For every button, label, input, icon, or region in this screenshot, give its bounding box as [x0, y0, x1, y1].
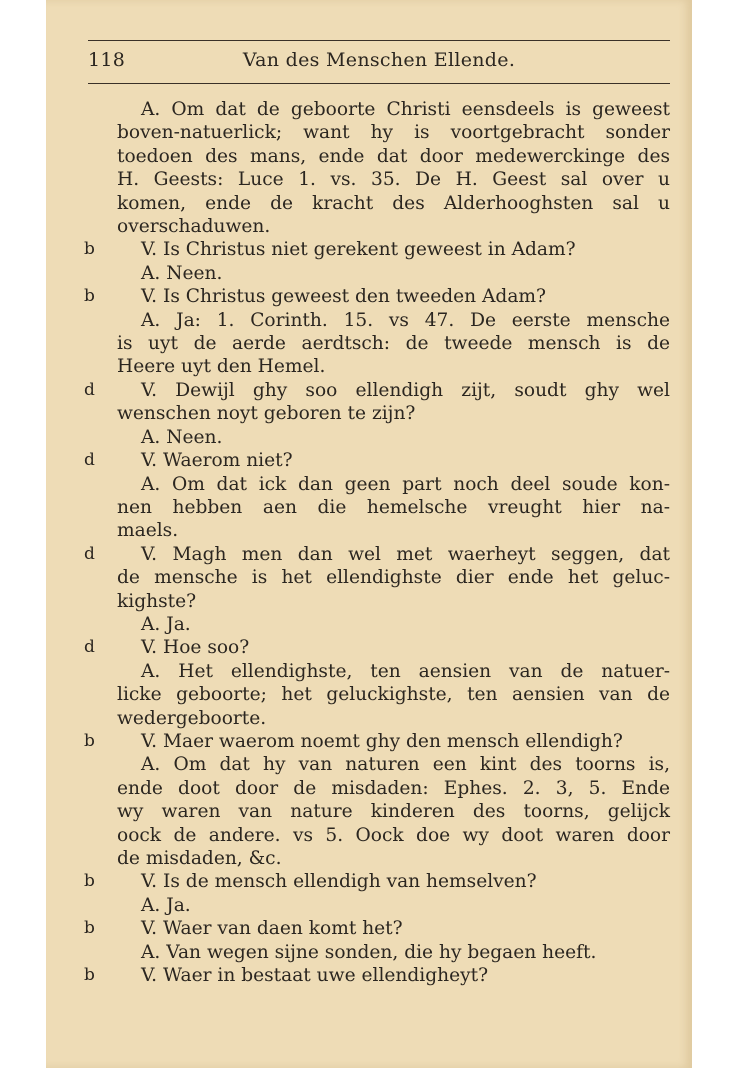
text-line: wenschen noyt geboren te zijn? [117, 403, 416, 425]
text-line: ende doot door de misdaden: Ephes. 2. 3, 5. Ende [117, 777, 670, 799]
text-line: A. Neen. [141, 262, 223, 284]
question-paragraph [80, 917, 670, 940]
question-paragraph [80, 964, 670, 987]
text-line: komen, ende de kracht des Alderhooghsten sal u [117, 192, 670, 214]
text-line: A. Om dat hy van naturen een kint des toorns is, [141, 754, 670, 776]
text-line: V. Dewijl ghy soo ellendigh zijt, soudt ghy wel [141, 379, 670, 401]
margin-marker: d [84, 637, 95, 658]
text-line: A. Het ellendighste, ten aensien van de natuer- [141, 660, 670, 682]
text-line: V. Waerom niet? [141, 450, 293, 472]
answer-paragraph [80, 473, 670, 543]
text-line: A. Om dat de geboorte Christi eensdeels is geweest [141, 99, 670, 120]
text-line: maels. [117, 520, 179, 542]
text-line: nen hebben aen die hemelsche vreught hier na- [117, 496, 670, 518]
answer-paragraph [80, 894, 670, 917]
header-rule-top [88, 40, 670, 41]
text-line: A. Ja: 1. Corinth. 15. vs 47. De eerste mensche [141, 309, 670, 331]
text-line: licke geboorte; het geluckighste, ten aensien van de [117, 684, 670, 706]
text-line: V. Magh men dan wel met waerheyt seggen, dat [141, 543, 670, 565]
running-title: Van des Menschen Ellende. [242, 49, 516, 71]
header-rule-bottom [88, 83, 670, 84]
question-paragraph [80, 870, 670, 893]
text-line: A. Om dat ick dan geen part noch deel soude kon- [141, 473, 670, 495]
text-line: A. Ja. [141, 613, 191, 635]
question-paragraph [80, 238, 670, 261]
answer-paragraph [80, 98, 670, 238]
margin-marker: b [84, 965, 95, 986]
margin-marker: b [84, 239, 95, 260]
text-line: V. Hoe soo? [141, 637, 250, 659]
margin-marker: d [84, 543, 95, 564]
answer-paragraph [80, 426, 670, 449]
answer-paragraph [80, 613, 670, 636]
question-paragraph [80, 379, 670, 426]
text-line: V. Is Christus niet gerekent geweest in Adam? [141, 239, 576, 261]
text-line: wy waren van nature kinderen des toorns, gelijck [117, 801, 670, 823]
text-line: V. Is de mensch ellendigh van hemselven? [141, 871, 537, 893]
margin-marker: b [84, 871, 95, 892]
text-line: A. Neen. [141, 426, 223, 448]
question-paragraph [80, 285, 670, 308]
text-line: kighste? [117, 590, 197, 612]
margin-marker: b [84, 730, 95, 751]
margin-marker: d [84, 379, 95, 400]
text-line: Heere uyt den Hemel. [117, 356, 326, 378]
margin-marker: d [84, 450, 95, 471]
answer-paragraph [80, 309, 670, 379]
question-paragraph [80, 449, 670, 472]
question-paragraph [80, 730, 670, 753]
answer-paragraph [80, 941, 670, 964]
question-paragraph [80, 636, 670, 659]
text-line: overschaduwen. [117, 216, 271, 238]
margin-marker: b [84, 286, 95, 307]
text-line: A. Ja. [141, 894, 191, 916]
text-line: oock de andere. vs 5. Oock doe wy doot waren door [117, 824, 670, 846]
text-line: A. Van wegen sijne sonden, die hy begaen heeft. [141, 941, 597, 963]
text-line: is uyt de aerde aerdtsch: de tweede mensch is de [117, 333, 670, 355]
answer-paragraph [80, 262, 670, 285]
text-line: de mensche is het ellendighste dier ende het geluc- [117, 567, 670, 589]
text-line: boven-natuerlick; want hy is voortgebracht sonder [117, 122, 670, 144]
answer-paragraph [80, 660, 670, 730]
answer-paragraph [80, 753, 670, 870]
text-line: H. Geests: Luce 1. vs. 35. De H. Geest sal over u [117, 169, 670, 191]
text-line: V. Waer van daen komt het? [141, 918, 403, 940]
running-header [88, 49, 670, 75]
text-line: wedergeboorte. [117, 707, 267, 729]
catechism-text [80, 98, 670, 987]
question-paragraph [80, 543, 670, 613]
page-number: 118 [88, 49, 126, 71]
text-line: V. Waer in bestaat uwe ellendigheyt? [141, 965, 489, 987]
text-line: V. Maer waerom noemt ghy den mensch ellendigh? [141, 730, 623, 752]
text-line: toedoen des mans, ende dat door medewerckinge des [117, 145, 670, 167]
margin-marker: b [84, 918, 95, 939]
text-line: de misdaden, &c. [117, 848, 282, 869]
text-line: V. Is Christus geweest den tweeden Adam? [141, 286, 547, 308]
